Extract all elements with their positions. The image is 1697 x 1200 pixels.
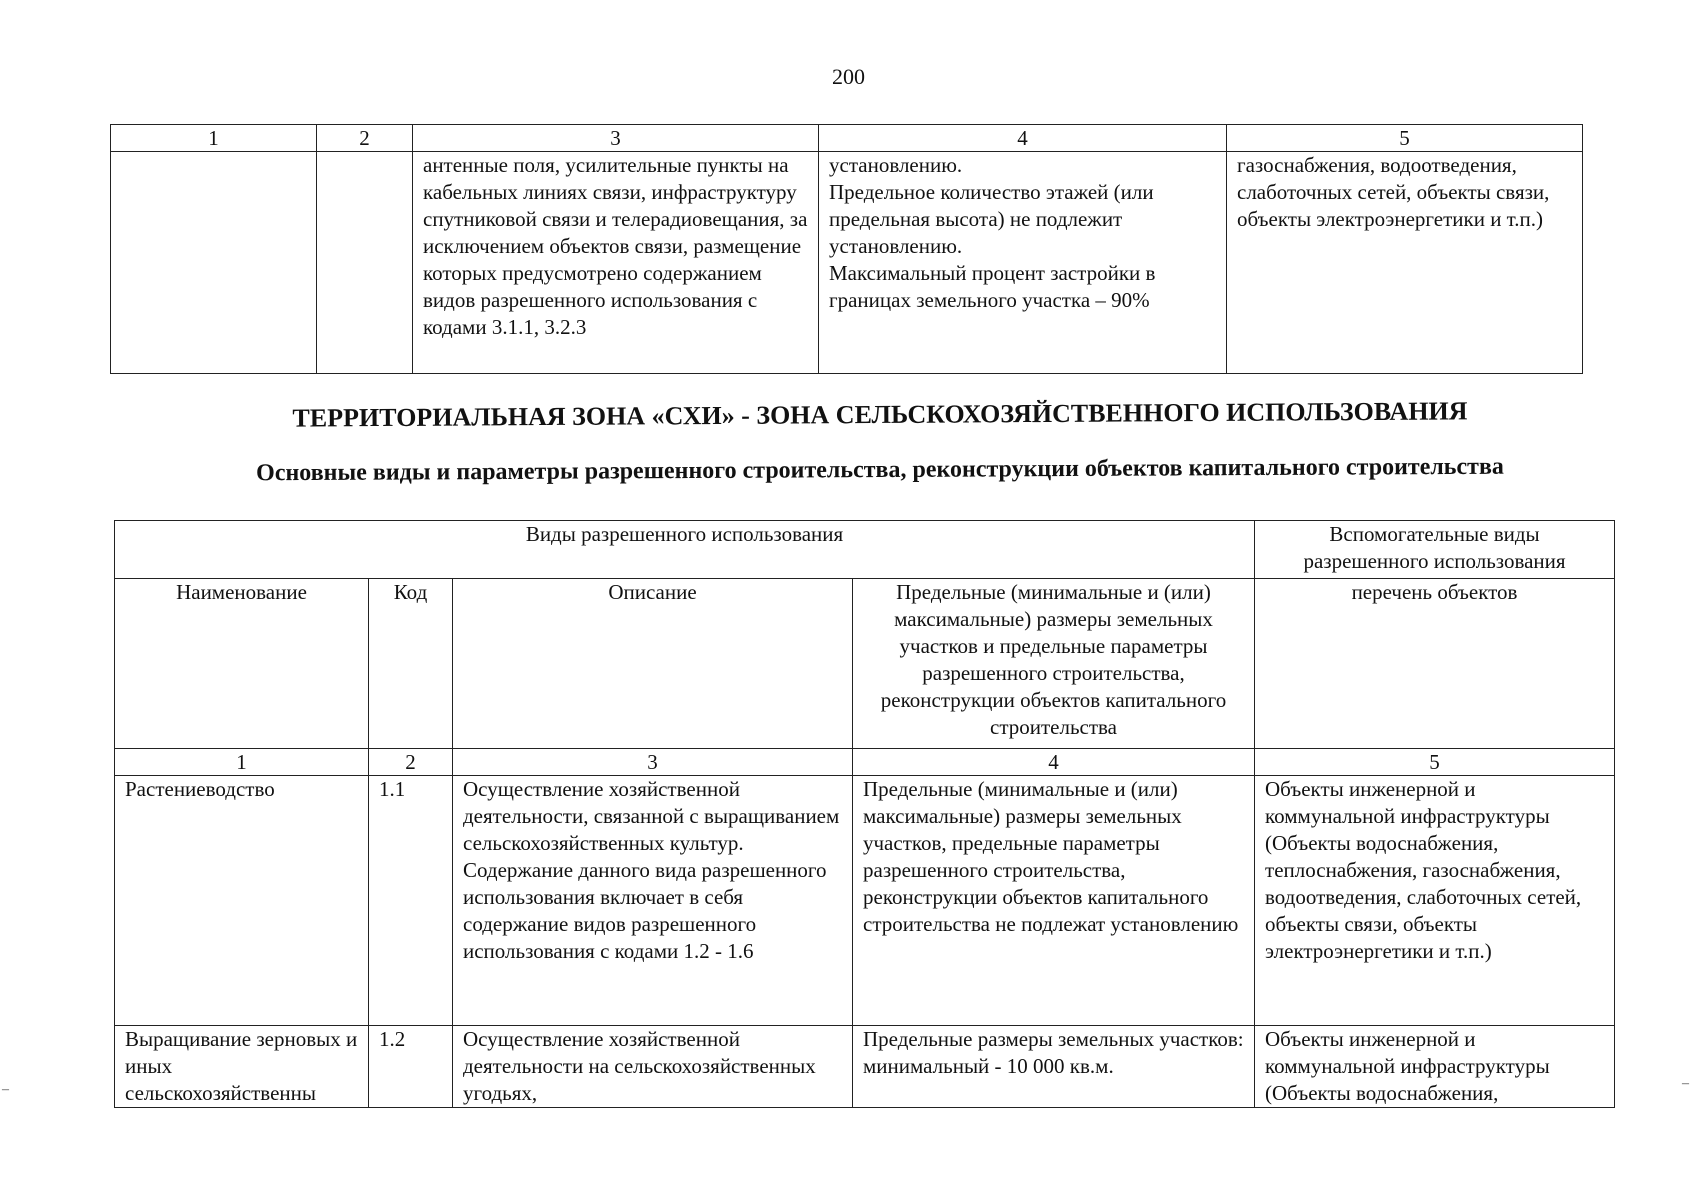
continuation-table <box>110 124 1583 374</box>
column-number: 3 <box>413 125 819 152</box>
column-header: Наименование <box>115 579 369 749</box>
cell-aux: Объекты инженерной и коммунальной инфраструктуры (Объекты водоснабжения, теплоснабжения, газоснабжения, водоотведения, слаботочных сетей, объекты связи, объекты электроэнергетики и т.п.) <box>1255 776 1615 1026</box>
cell-aux: газоснабжения, водоотведения, слаботочных сетей, объекты связи, объекты электроэнергетики и т.п.) <box>1227 152 1583 374</box>
scan-edge-mark-right: – <box>1682 1076 1689 1091</box>
cell-limits: Предельные (минимальные и (или) максимальные) размеры земельных участков, предельные параметры разрешенного строительства, реконструкции объектов капитального строительства не подлежат установлению <box>853 776 1255 1026</box>
page-number: 200 <box>832 64 865 89</box>
column-number: 1 <box>115 749 369 776</box>
cell-code: 1.2 <box>369 1026 453 1108</box>
column-number: 5 <box>1255 749 1615 776</box>
table-row <box>111 152 1583 374</box>
table-row <box>115 776 1615 1026</box>
column-header: перечень объектов <box>1255 579 1615 749</box>
cell-description: Осуществление хозяйственной деятельности на сельскохозяйственных угодьях, <box>453 1026 853 1108</box>
scan-edge-mark-left: – <box>2 1082 9 1097</box>
table-row <box>115 1026 1615 1108</box>
column-number: 5 <box>1227 125 1583 152</box>
column-number: 1 <box>111 125 317 152</box>
group-header-aux: Вспомогательные виды разрешенного использования <box>1255 521 1615 579</box>
column-number: 4 <box>853 749 1255 776</box>
cell-code <box>317 152 413 374</box>
column-number: 3 <box>453 749 853 776</box>
column-header: Код <box>369 579 453 749</box>
column-header: Предельные (минимальные и (или) максимальные) размеры земельных участков и предельные параметры разрешенного строительства, реконструкции объектов капитального строительства <box>853 579 1255 749</box>
group-header-main: Виды разрешенного использования <box>115 521 1255 579</box>
zone-title: ТЕРРИТОРИАЛЬНАЯ ЗОНА «СХИ» - ЗОНА СЕЛЬСКОХОЗЯЙСТВЕННОГО ИСПОЛЬЗОВАНИЯ <box>292 396 1468 433</box>
cell-description: антенные поля, усилительные пункты на кабельных линиях связи, инфраструктуру спутниковой связи и телерадиовещания, за исключением объектов связи, размещение которых предусмотрено содержанием видов разрешенного использования с кодами 3.1.1, 3.2.3 <box>413 152 819 374</box>
column-number: 2 <box>369 749 453 776</box>
section-subtitle: Основные виды и параметры разрешенного строительства, реконструкции объектов капитального строительства <box>256 453 1504 487</box>
cell-description: Осуществление хозяйственной деятельности, связанной с выращиванием сельскохозяйственных культур. Содержание данного вида разрешенного использования включает в себя содержание видов разрешенного использования с кодами 1.2 - 1.6 <box>453 776 853 1026</box>
cell-name: Выращивание зерновых и иных сельскохозяйственны <box>115 1026 369 1108</box>
cell-limits: Предельные размеры земельных участков: минимальный - 10 000 кв.м. <box>853 1026 1255 1108</box>
cell-name <box>111 152 317 374</box>
column-number: 4 <box>819 125 1227 152</box>
column-number-row <box>115 749 1615 776</box>
cell-limits: установлению. Предельное количество этажей (или предельная высота) не подлежит установлению. Максимальный процент застройки в границах земельного участка – 90% <box>819 152 1227 374</box>
column-header-row <box>115 579 1615 749</box>
group-header-row <box>115 521 1615 579</box>
cell-name: Растениеводство <box>115 776 369 1026</box>
cell-code: 1.1 <box>369 776 453 1026</box>
cell-aux: Объекты инженерной и коммунальной инфраструктуры (Объекты водоснабжения, <box>1255 1026 1615 1108</box>
column-header: Описание <box>453 579 853 749</box>
table-header-numbers <box>111 125 1583 152</box>
permitted-uses-table <box>114 520 1615 1108</box>
column-number: 2 <box>317 125 413 152</box>
